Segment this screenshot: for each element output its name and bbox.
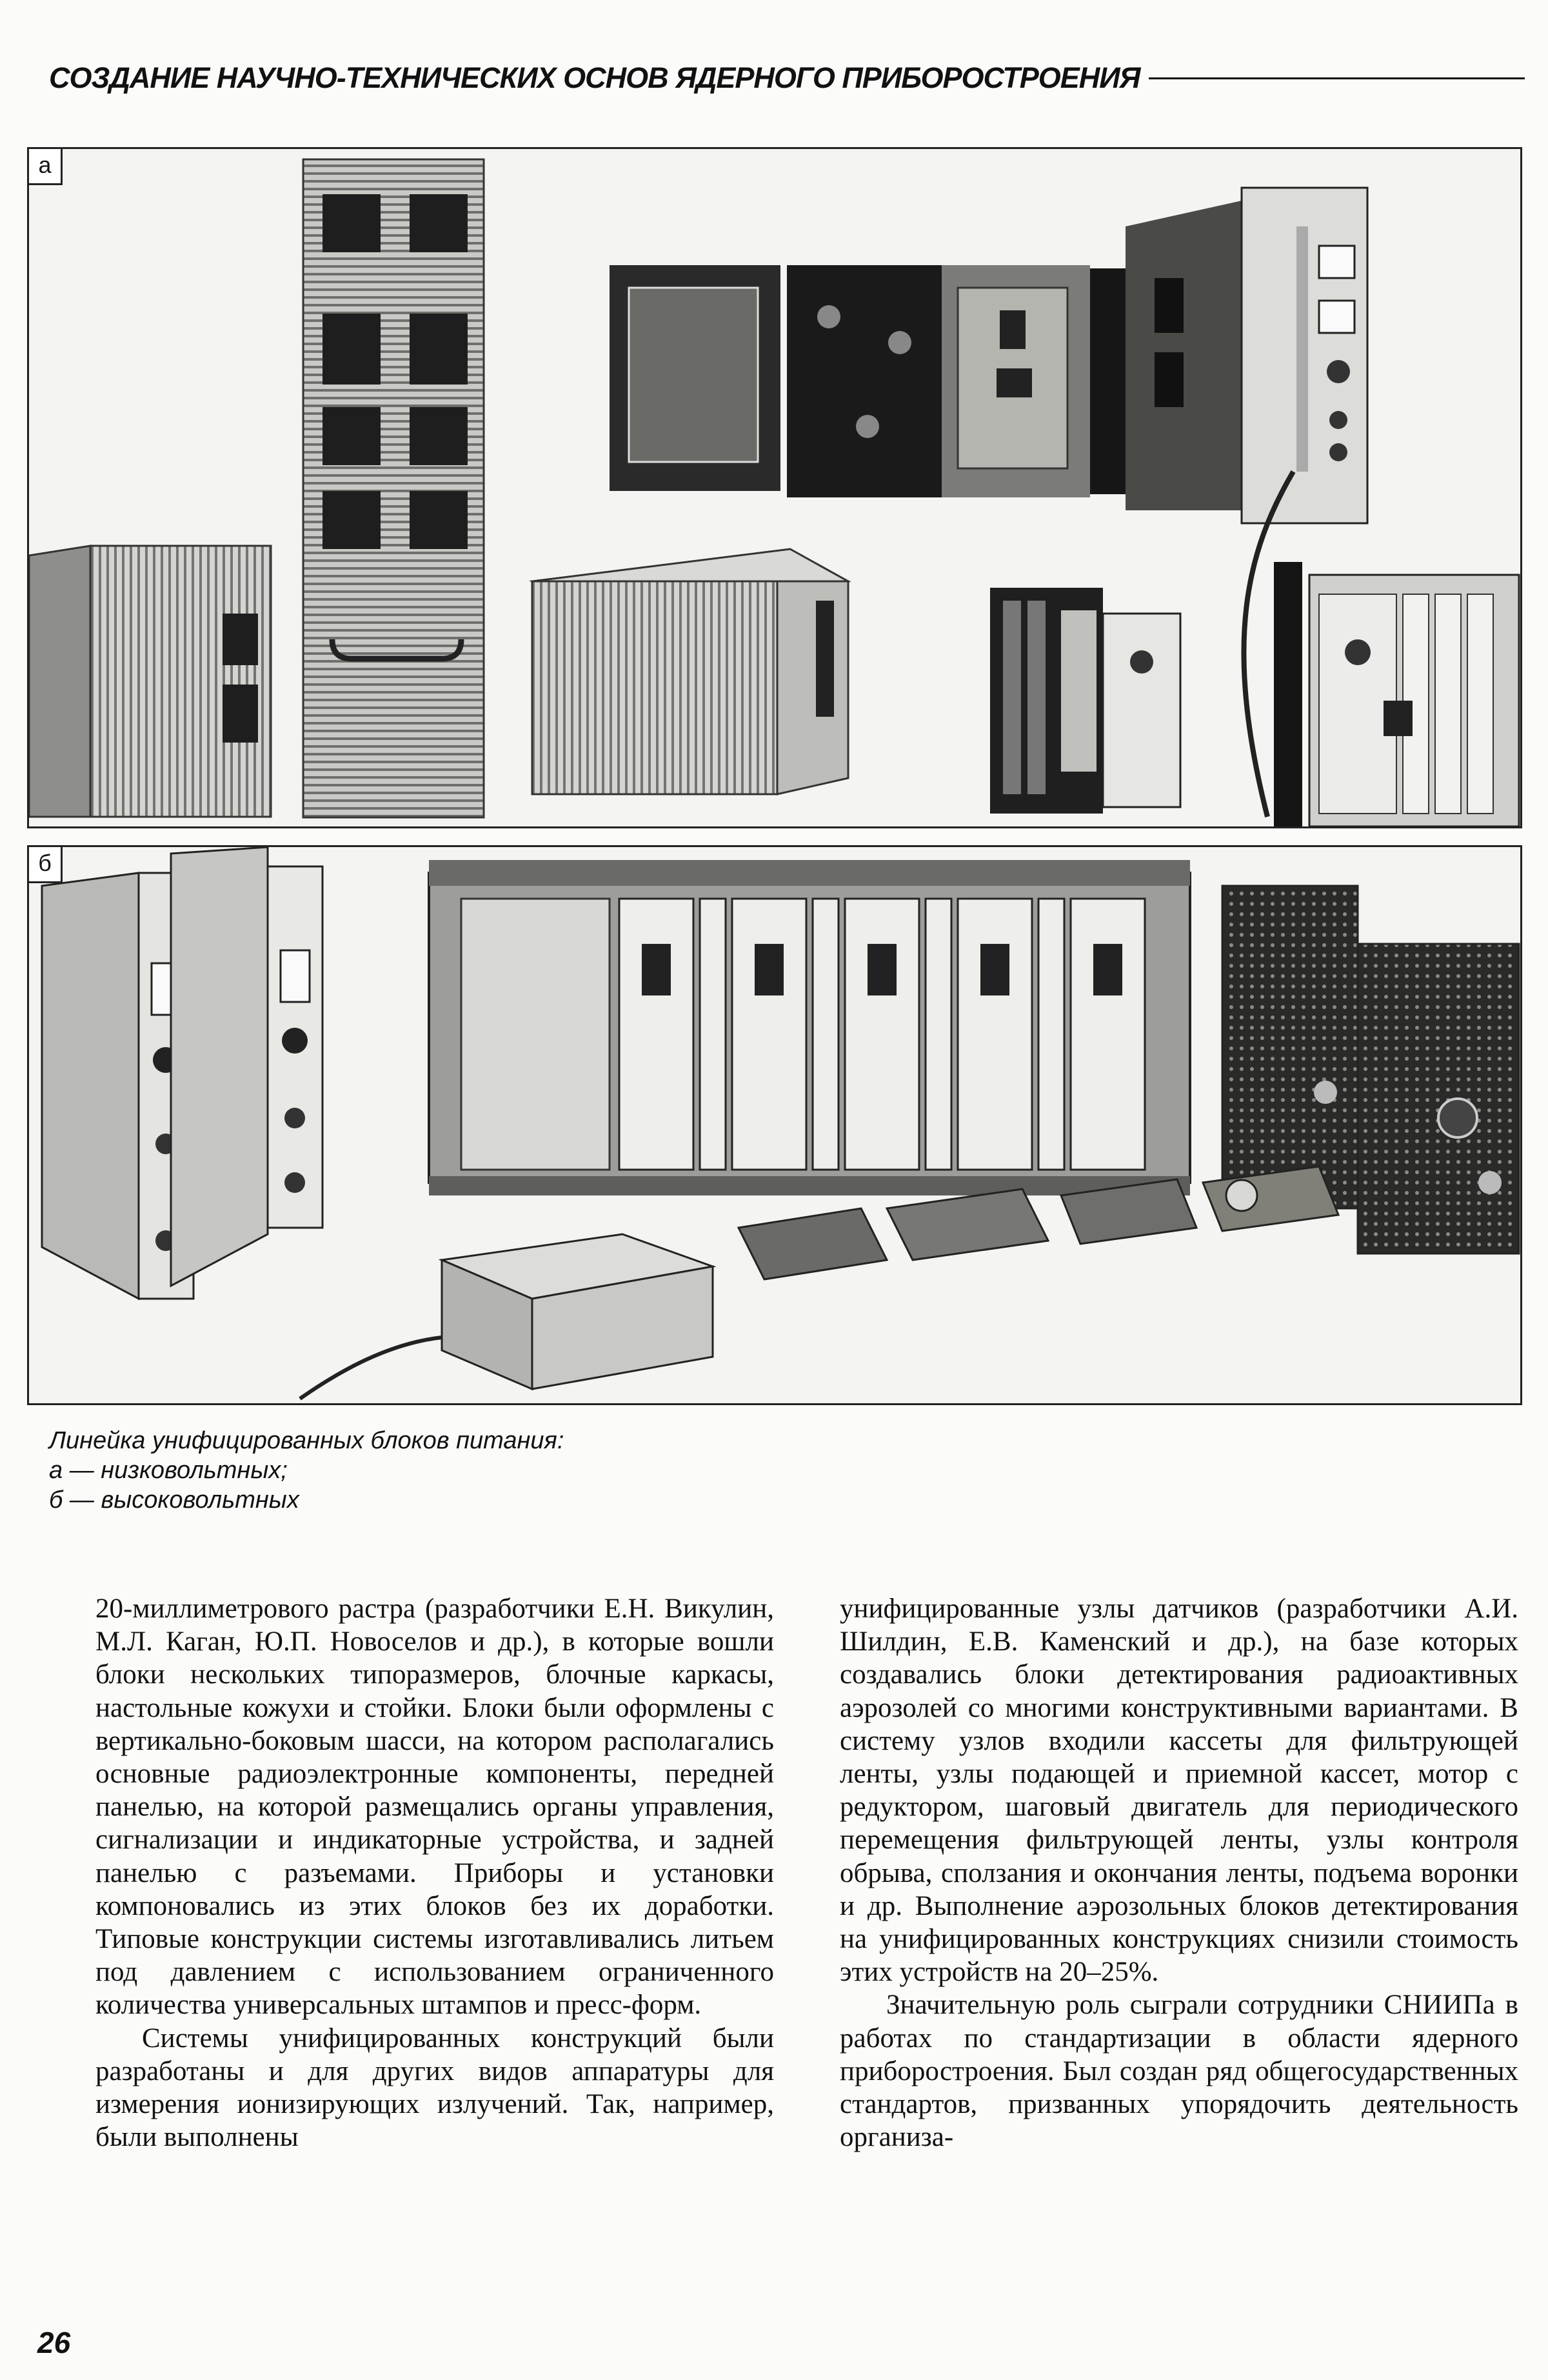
small-finned-box	[29, 546, 271, 817]
small-box-and-boards	[300, 1166, 1338, 1399]
photo-high-voltage-units	[29, 847, 1520, 1403]
paragraph: 20-миллиметрового растра (разработчики Е.Н. Викулин, М.Л. Каган, Ю.П. Новоселов и др.), в которые вошли блоки нескольких типоразмеров, блочные каркасы, настольные кожухи и стойки. Блоки были оформлены с вертикально-боковым шасси, на котором располагались основные радиоэлектронные компоненты, передней панелью, на которой размещались органы управления, сигнализации и индикаторные устройства, и задней панелью с разъемами. Приборы и установки компоновались из этих блоков без их доработки. Типовые конструкции системы изготавливались литьем под давлением с использованием ограниченного количества универсальных штампов и пресс-форм.	[95, 1594, 774, 2021]
body-column-left	[95, 1592, 774, 2154]
photo-low-voltage-units	[29, 149, 1520, 826]
open-chassis-units	[610, 265, 1148, 497]
running-header	[49, 55, 1525, 101]
crate-with-modules	[429, 860, 1190, 1195]
panel-b-label: б	[29, 847, 63, 883]
caption-line-3: б — высоковольтных	[49, 1486, 299, 1514]
paragraph: унифицированные узлы датчиков (разработчики А.И. Шилдин, Е.В. Каменский и др.), на базе которых создавались блоки детектирования радиоактивных аэрозолей со многими конструктивными вариантами. В систему узлов входили кассеты для фильтрующей ленты, узлы подающей и приемной кассет, мотор с редуктором, шаговый двигатель для периодического перемещения фильтрующей ленты, узлы контроля обрыва, сползания и окончания ленты, подъема воронки и др. Выполнение аэрозольных блоков детектирования на унифицированных конструкциях снизили стоимость этих устройств на 20–25%.	[840, 1594, 1518, 1988]
running-header-title: СОЗДАНИЕ НАУЧНО-ТЕХНИЧЕСКИХ ОСНОВ ЯДЕРНОГО ПРИБОРОСТРОЕНИЯ	[49, 61, 1140, 94]
panel-a-label: а	[29, 149, 63, 185]
caption-line-1: Линейка унифицированных блоков питания:	[49, 1427, 564, 1454]
paragraph: Значительную роль сыграли сотрудники СНИИПа в работах по стандартизации в области ядерного приборостроения. Был создан ряд общегосударственных стандартов, призванных упорядочить деятельность организа-	[840, 1990, 1518, 2153]
figure-panel-a	[27, 147, 1522, 828]
header-rule	[1149, 77, 1525, 79]
body-column-right	[840, 1592, 1518, 2154]
paragraph: Системы унифицированных конструкций были разработаны и для других видов аппаратуры для измерения ионизирующих излучений. Так, например, были выполнены	[95, 2023, 774, 2153]
tall-finned-unit	[303, 159, 484, 817]
plug-in-modules	[42, 847, 322, 1299]
figure-panel-b	[27, 845, 1522, 1405]
rack-with-modules	[990, 562, 1519, 826]
caption-line-2: а — низковольтных;	[49, 1457, 288, 1484]
page-number: 26	[37, 2326, 71, 2359]
figure-caption	[49, 1426, 952, 1515]
centre-finned-box	[532, 549, 848, 794]
